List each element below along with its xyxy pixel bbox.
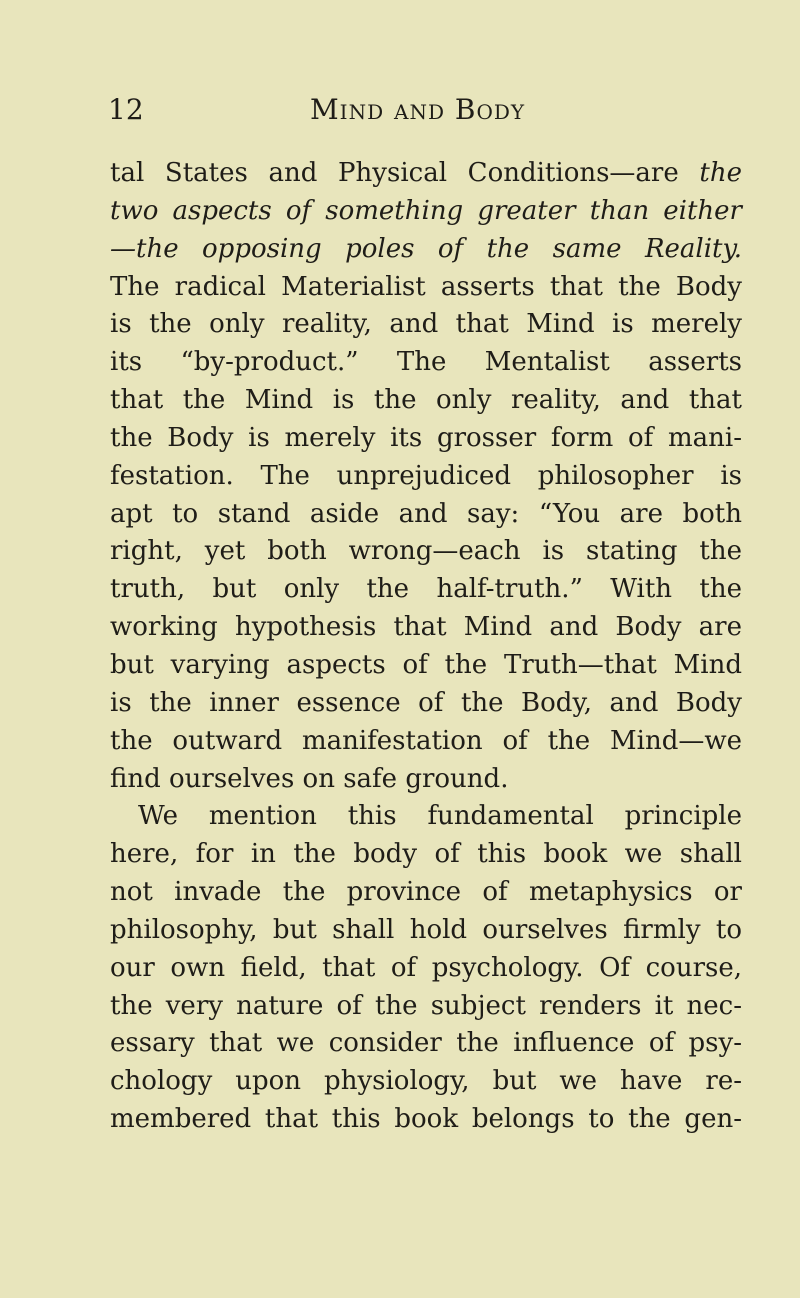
text-line-4: The radical Materialist asserts that the Body — [110, 271, 742, 302]
text-line-9: festation. The unprejudiced philosopher is — [110, 460, 742, 491]
text-line-7: that the Mind is the only reality, and that — [110, 385, 742, 416]
text-line-12: truth, but only the half-truth.” With the — [110, 574, 742, 605]
text-line-19: here, for in the body of this book we shall — [110, 839, 742, 870]
page-header — [108, 92, 728, 136]
text-line-11: right, yet both wrong—each is stating the — [110, 536, 742, 567]
text-line-8: the Body is merely its grosser form of mani- — [110, 422, 742, 453]
text-line-20: not invade the province of metaphysics or — [110, 877, 742, 908]
text-line-18: We mention this fundamental principle — [138, 801, 742, 832]
text-line-26: membered that this book belongs to the gen- — [110, 1104, 742, 1135]
running-title: Mind and Body — [310, 93, 526, 126]
text-line-2: two aspects of something greater than either — [110, 195, 742, 226]
body-text — [110, 155, 742, 1139]
text-line-16: the outward manifestation of the Mind—we — [110, 725, 742, 756]
text-line-21: philosophy, but shall hold ourselves firmly to — [110, 914, 742, 945]
text-line-25: chology upon physiology, but we have re- — [110, 1066, 742, 1097]
text-line-14: but varying aspects of the Truth—that Mind — [110, 649, 742, 680]
text-line-24: essary that we consider the influence of psy- — [110, 1028, 742, 1059]
text-line-3: —the opposing poles of the same Reality. — [110, 233, 742, 264]
text-line-10: apt to stand aside and say: “You are both — [110, 498, 742, 529]
text-line-23: the very nature of the subject renders it nec- — [110, 990, 742, 1021]
text-line-5: is the only reality, and that Mind is merely — [110, 309, 742, 340]
text-line-17: find ourselves on safe ground. — [110, 763, 509, 794]
text-line-13: working hypothesis that Mind and Body are — [110, 612, 742, 643]
text-line-6: its “by-product.” The Mentalist asserts — [110, 347, 742, 378]
text-line-22: our own field, that of psychology. Of course, — [110, 952, 742, 983]
page-number: 12 — [108, 93, 144, 126]
text-line-15: is the inner essence of the Body, and Body — [110, 687, 742, 718]
text-line-1: tal States and Physical Conditions—are the — [110, 158, 742, 188]
